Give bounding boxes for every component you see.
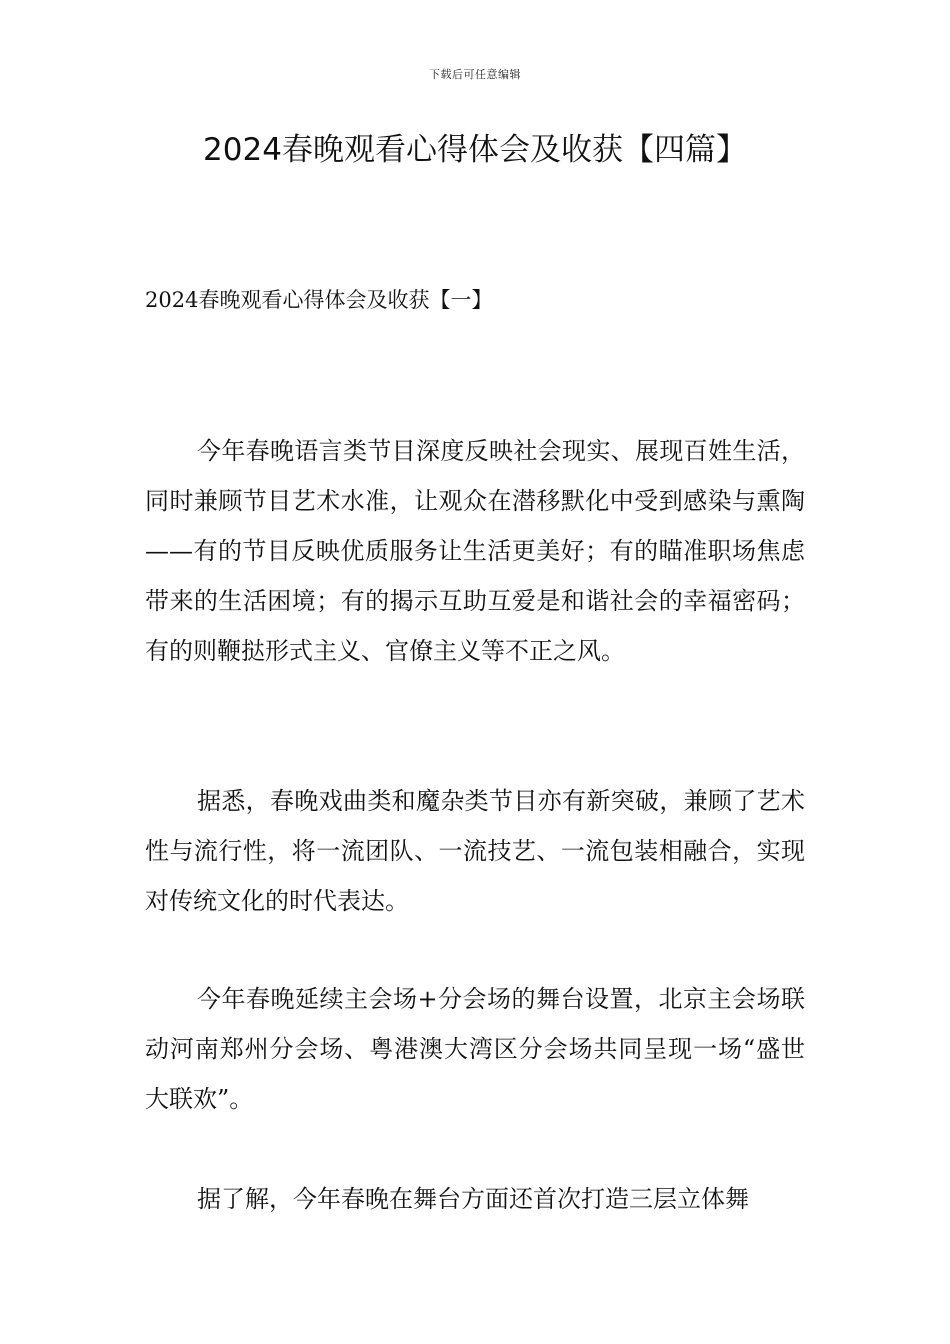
body-paragraph: 今年春晚语言类节目深度反映社会现实、展现百姓生活，同时兼顾节目艺术水准，让观众在潜移默化中受到感染与熏陶——有的节目反映优质服务让生活更美好；有的瞄准职场焦虑带来的生活困境；有的揭示互助互爱是和谐社会的幸福密码；有的则鞭挞形式主义、官僚主义等不正之风。 <box>145 437 805 665</box>
body-paragraph: 今年春晚延续主会场+分会场的舞台设置，北京主会场联动河南郑州分会场、粤港澳大湾区分会场共同呈现一场“盛世大联欢”。 <box>145 985 805 1113</box>
body-paragraph: 据了解，今年春晚在舞台方面还首次打造三层立体舞 <box>197 1185 749 1213</box>
section-heading: 2024春晚观看心得体会及收获【一】 <box>145 288 493 312</box>
header-note: 下载后可任意编辑 <box>429 68 521 81</box>
document-title: 2024春晚观看心得体会及收获【四篇】 <box>203 132 747 168</box>
body-paragraph: 据悉，春晚戏曲类和魔杂类节目亦有新突破，兼顾了艺术性与流行性，将一流团队、一流技艺、一流包装相融合，实现对传统文化的时代表达。 <box>145 787 805 915</box>
